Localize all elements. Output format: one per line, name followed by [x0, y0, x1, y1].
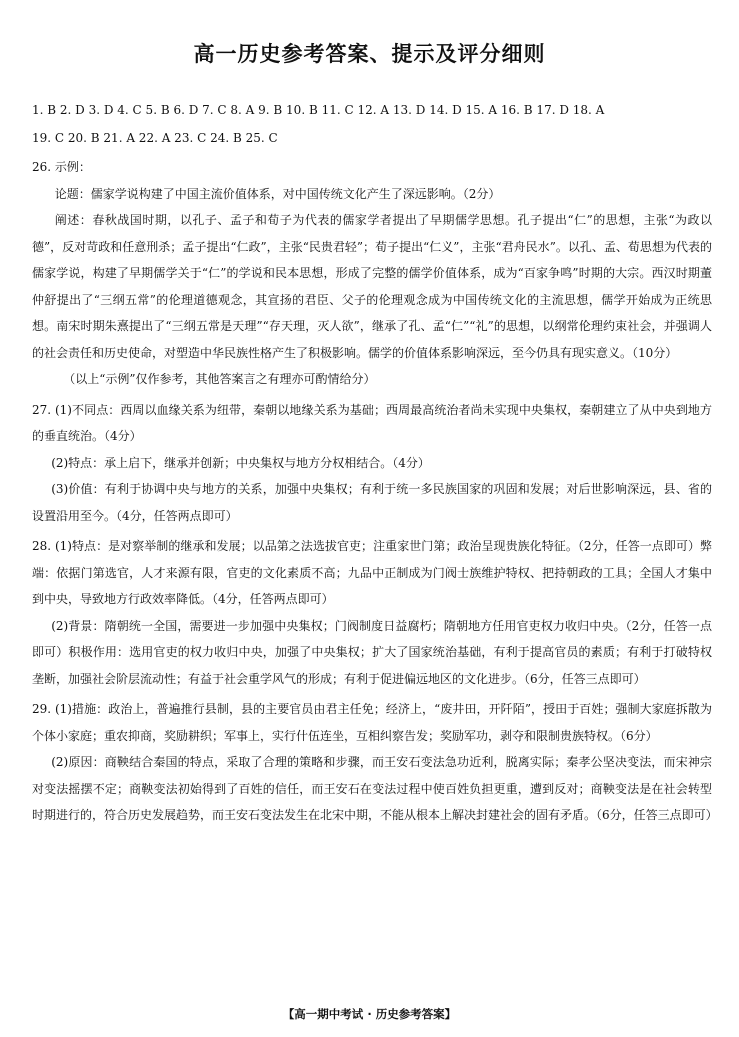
q28-part2: (2)背景：隋朝统一全国，需要进一步加强中央集权；门阀制度日益腐朽；隋朝地方任用官吏权力收归中央。（2分，任答一点即可）积极作用：选用官吏的权力收归中央，加强了中央集权；扩大了国家统治基础，有利于提高官员的素质；有利于打破特权垄断，加强社会阶层流动性；有益于社会重学风气的形成；有利于促进偏远地区的文化进步。（6分，任答三点即可）	[32, 618, 712, 686]
q27-part2: (2)特点：承上启下，继承并创新；中央集权与地方分权相结合。（4分）	[51, 455, 430, 470]
mc-answers-line-1: 1. B 2. D 3. D 4. C 5. B 6. D 7. C 8. A 9. B 10. B 11. C 12. A 13. D 14. D 15. A 16. B 17. D 18. A	[32, 103, 605, 117]
page-footer: 【高一期中考试 · 历史参考答案】	[282, 1007, 457, 1021]
page-title: 高一历史参考答案、提示及评分细则	[193, 42, 546, 66]
q27-part3: (3)价值：有利于协调中央与地方的关系，加强中央集权；有利于统一多民族国家的巩固和发展；对后世影响深远，县、省的设置沿用至今。（4分，任答两点即可）	[32, 482, 712, 523]
q29-part1: 29. (1)措施：政治上，普遍推行县制，县的主要官员由君主任免；经济上，“废井田，开阡陌”，授田于百姓；强制大家庭拆散为个体小家庭；重农抑商，奖励耕织；军事上，实行什伍连坐，互相纠察告发；奖励军功，剥夺和限制贵族特权。（6分）	[32, 702, 712, 743]
q26-note: （以上“示例”仅作参考，其他答案言之有理亦可酌情给分）	[63, 372, 376, 386]
q28-part1: 28. (1)特点：是对察举制的继承和发展；以品第之法选拔官吏；注重家世门第；政治呈现贵族化特征。（2分，任答一点即可）弊端：依据门第选官，人才来源有限，官吏的文化素质不高；九品中正制成为门阀士族维护特权、把持朝政的工具；全国人才集中到中央，导致地方行政效率降低。（4分，任答两点即可）	[32, 539, 712, 606]
q26-thesis: 论题：儒家学说构建了中国主流价值体系，对中国传统文化产生了深远影响。（2分）	[54, 186, 501, 201]
q26-heading: 26. 示例：	[32, 160, 91, 174]
answer-content	[32, 154, 718, 829]
q29-part2: (2)原因：商鞅结合秦国的特点，采取了合理的策略和步骤，而王安石变法急功近利，脱离实际；秦孝公坚决变法，而宋神宗对变法摇摆不定；商鞅变法初始得到了百姓的信任，而王安石在变法过程中使百姓负担更重，遭到反对；商鞅变法是在社会转型时期进行的，符合历史发展趋势，而王安石变法发生在北宋中期，不能从根本上解决封建社会的固有矛盾。（6分，任答三点即可）	[32, 755, 718, 822]
q26-elaboration: 阐述：春秋战国时期，以孔子、孟子和荀子为代表的儒家学者提出了早期儒学思想。孔子提出“仁”的思想，主张“为政以德”，反对苛政和任意刑杀；孟子提出“仁政”，主张“民贵君轻”；荀子提出“仁义”，主张“君舟民水”。以孔、孟、荀思想为代表的儒家学说，构建了早期儒学关于“仁”的学说和民本思想，形成了完整的儒学价值体系，成为“百家争鸣”时期的大宗。西汉时期董仲舒提出了“三纲五常”的伦理道德观念，其宣扬的君臣、父子的伦理观念成为中国传统文化的主流思想，儒学开始成为正统思想。南宋时期朱熹提出了“三纲五常是天理”“存天理，灭人欲”，继承了孔、孟“仁”“礼”的思想，以纲常伦理约束社会，并强调人的社会责任和历史使命，对塑造中华民族性格产生了积极影响。儒学的价值体系影响深远，至今仍具有现实意义。（10分）	[32, 213, 712, 360]
mc-answers-line-2: 19. C 20. B 21. A 22. A 23. C 24. B 25. C	[32, 131, 278, 145]
q27-part1: 27. (1)不同点：西周以血缘关系为纽带，秦朝以地缘关系为基础；西周最高统治者尚未实现中央集权，秦朝建立了从中央到地方的垂直统治。（4分）	[32, 402, 712, 443]
